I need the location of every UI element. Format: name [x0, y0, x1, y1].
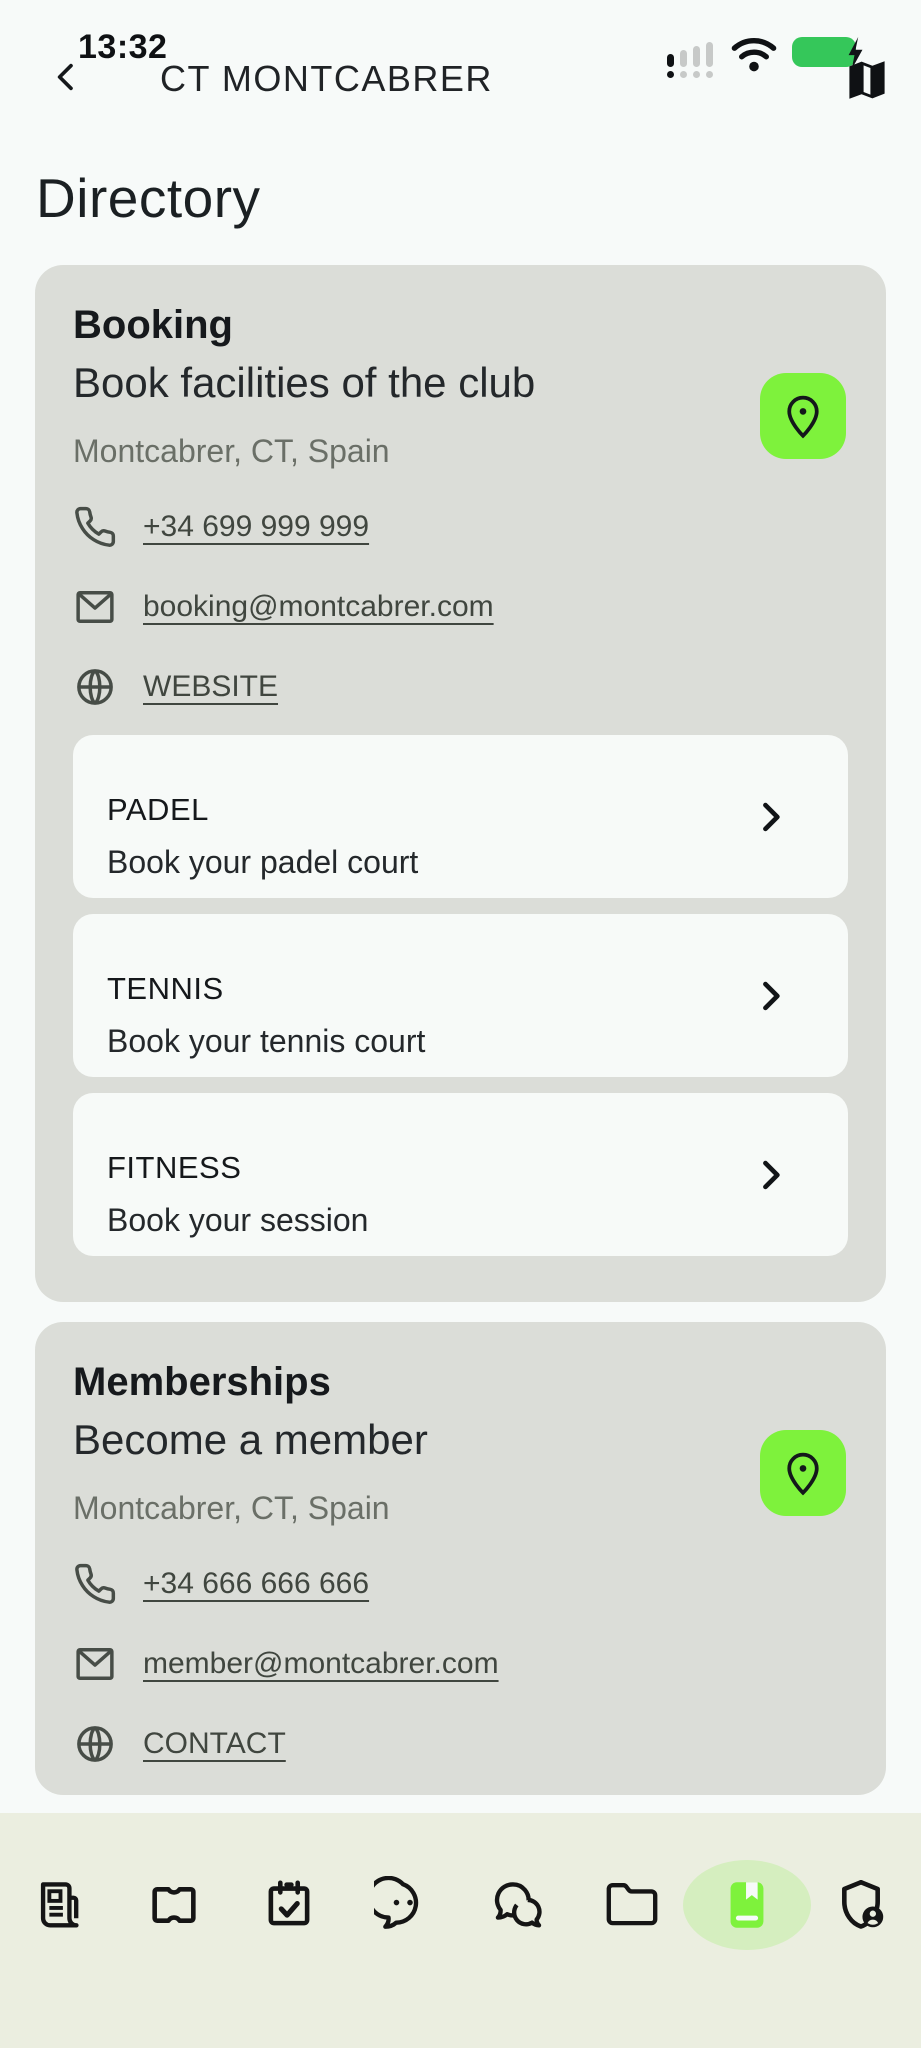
memberships-card-header: [73, 1358, 848, 1528]
email-link[interactable]: member@montcabrer.com: [143, 1647, 499, 1680]
globe-icon: [73, 1722, 117, 1766]
nav-directory-button[interactable]: [715, 1873, 779, 1937]
booking-tiles: [73, 735, 848, 1256]
status-time: 13:32: [78, 28, 168, 66]
open-location-button[interactable]: [760, 1430, 846, 1516]
email-link[interactable]: booking@montcabrer.com: [143, 590, 494, 623]
mail-icon: [73, 585, 117, 629]
phone-icon: [73, 1562, 117, 1606]
chevron-left-icon: [49, 60, 83, 94]
news-icon: [31, 1876, 89, 1934]
phone-link[interactable]: +34 699 999 999: [143, 510, 370, 543]
nav-conversations-button[interactable]: [486, 1873, 550, 1937]
contact-list: [73, 1562, 848, 1766]
tile-title: PADEL: [107, 791, 209, 827]
fitness-tile[interactable]: [73, 1093, 848, 1256]
email-link-row[interactable]: [73, 1642, 848, 1686]
card-location: Montcabrer, CT, Spain: [73, 1490, 390, 1526]
tile-title: FITNESS: [107, 1149, 242, 1185]
booking-card: [35, 265, 886, 1302]
shield-account-icon: [832, 1876, 890, 1934]
wifi-icon: [729, 33, 779, 73]
tile-title: TENNIS: [107, 970, 224, 1006]
nav-account-button[interactable]: [829, 1873, 893, 1937]
nav-tickets-button[interactable]: [142, 1873, 206, 1937]
contact-list: [73, 505, 848, 709]
nav-row: [0, 1873, 921, 1937]
card-subtitle: Book facilities of the club: [73, 359, 536, 406]
chevron-right-icon: [752, 1156, 790, 1194]
tile-subtitle: Book your padel court: [107, 843, 419, 880]
chat-icon: [374, 1876, 432, 1934]
mail-icon: [73, 1642, 117, 1686]
card-location: Montcabrer, CT, Spain: [73, 433, 390, 469]
tile-subtitle: Book your tennis court: [107, 1022, 426, 1059]
tile-subtitle: Book your session: [107, 1201, 369, 1238]
open-location-button[interactable]: [760, 373, 846, 459]
map-icon: [843, 56, 891, 104]
location-pin-icon: [778, 1448, 828, 1498]
location-pin-icon: [778, 391, 828, 441]
chevron-right-icon: [752, 798, 790, 836]
email-link-row[interactable]: [73, 585, 848, 629]
nav-chat-button[interactable]: [371, 1873, 435, 1937]
phone-link[interactable]: +34 666 666 666: [143, 1567, 370, 1600]
phone-link-row[interactable]: [73, 1562, 848, 1606]
globe-icon: [73, 665, 117, 709]
folder-icon: [603, 1876, 661, 1934]
nav-schedule-button[interactable]: [257, 1873, 321, 1937]
club-title: CT MONTCABRER: [160, 58, 493, 99]
booking-card-header: [73, 301, 848, 471]
contact-link-row[interactable]: [73, 1722, 848, 1766]
cellular-signal-icon: [667, 36, 713, 78]
tennis-tile[interactable]: [73, 914, 848, 1077]
card-title: Memberships: [73, 1360, 331, 1404]
chevron-right-icon: [752, 977, 790, 1015]
bottom-navigation-bar: [0, 1813, 921, 2048]
memberships-card: [35, 1322, 886, 1795]
website-link[interactable]: WEBSITE: [143, 670, 279, 703]
directory-book-icon: [718, 1876, 776, 1934]
card-subtitle: Become a member: [73, 1416, 428, 1463]
back-button[interactable]: [46, 58, 86, 98]
nav-documents-button[interactable]: [600, 1873, 664, 1937]
page-title: Directory: [36, 167, 261, 229]
phone-icon: [73, 505, 117, 549]
phone-link-row[interactable]: [73, 505, 848, 549]
card-title: Booking: [73, 303, 233, 347]
contact-link[interactable]: CONTACT: [143, 1727, 286, 1760]
ticket-icon: [145, 1876, 203, 1934]
padel-tile[interactable]: [73, 735, 848, 898]
nav-news-button[interactable]: [28, 1873, 92, 1937]
conversations-icon: [489, 1876, 547, 1934]
website-link-row[interactable]: [73, 665, 848, 709]
map-button[interactable]: [843, 56, 891, 104]
calendar-check-icon: [260, 1876, 318, 1934]
